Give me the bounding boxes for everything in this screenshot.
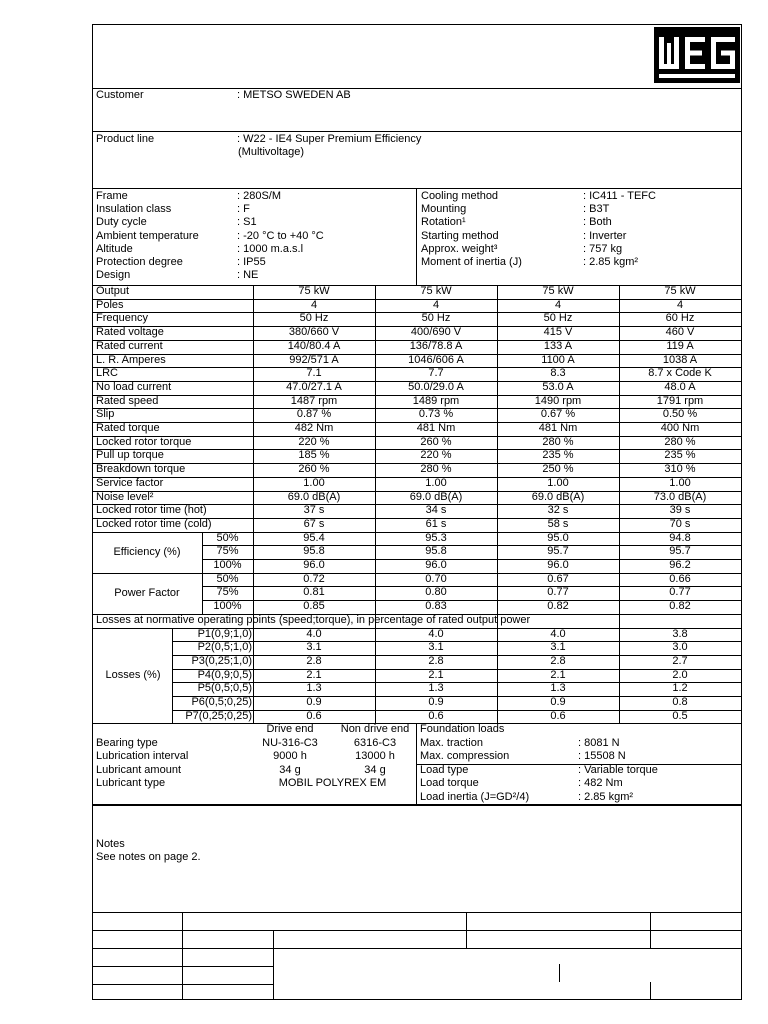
cell: 136/78.8 A <box>409 339 463 352</box>
row-label: Rated current <box>96 339 163 352</box>
loss-point: P6(0,5;0,25) <box>191 696 252 708</box>
row-label: Pull up torque <box>96 449 164 462</box>
cell: 481 Nm <box>416 422 456 434</box>
bearing-de: 34 g <box>279 763 301 776</box>
cell: 235 % <box>664 449 696 462</box>
cell: 2.1 <box>306 668 322 681</box>
cell: 1.00 <box>669 476 691 489</box>
cell: 0.81 <box>303 586 325 599</box>
weg-logo <box>654 27 740 83</box>
product-line-label: Product line <box>96 133 155 145</box>
non-drive-end-header: Non drive end <box>340 723 410 736</box>
load-label: Load type <box>420 763 469 776</box>
cell: 0.9 <box>428 696 444 708</box>
cell: 1489 rpm <box>412 394 460 407</box>
loss-point: P4(0,9;0,5) <box>197 668 252 681</box>
cell: 1487 rpm <box>290 394 338 407</box>
bearing-label: Bearing type <box>96 736 158 749</box>
cell: 69.0 dB(A) <box>287 490 341 503</box>
cell: 53.0 A <box>542 380 574 393</box>
cell: 1100 A <box>541 353 575 366</box>
cell: 3.1 <box>306 641 322 654</box>
loss-point: P2(0,5;1,0) <box>197 641 252 654</box>
cell: 75 kW <box>542 285 574 297</box>
cell: 220 % <box>420 449 452 462</box>
product-line-variant: (Multivoltage) <box>238 146 305 158</box>
cell: 482 Nm <box>294 422 334 434</box>
row-label: Rated voltage <box>96 326 164 339</box>
cell: 95.8 <box>425 545 447 558</box>
bearing-shared: MOBIL POLYREX EM <box>278 777 387 790</box>
row-label: L. R. Amperes <box>96 353 166 366</box>
load-value: : 2.85 kgm² <box>578 790 634 803</box>
load-value: : Variable torque <box>578 763 658 776</box>
row-label: Frequency <box>96 312 148 325</box>
cell: 0.77 <box>547 586 569 599</box>
bearing-label: Lubricant type <box>96 777 166 790</box>
cell: 0.87 % <box>296 408 332 421</box>
spec-label: Duty cycle <box>96 216 147 229</box>
cell: 0.8 <box>672 696 688 708</box>
drive-end-header: Drive end <box>266 723 314 736</box>
group-label: Losses (%) <box>105 668 161 681</box>
group-label: Power Factor <box>114 586 180 599</box>
cell: 8.3 <box>550 367 566 380</box>
spec-label: Rotation¹ <box>421 216 466 229</box>
cell: 47.0/27.1 A <box>286 380 342 393</box>
bearing-nde: 13000 h <box>355 750 395 763</box>
cell: 94.8 <box>669 531 691 544</box>
row-label: Locked rotor time (hot) <box>96 504 207 517</box>
cell: 96.2 <box>669 559 691 571</box>
cell: 280 % <box>420 463 452 476</box>
cell: 310 % <box>664 463 696 476</box>
cell: 96.0 <box>303 559 325 571</box>
cell: 2.8 <box>550 654 566 667</box>
spec-value: : F <box>237 203 250 216</box>
cell: 4.0 <box>306 627 322 640</box>
cell: 96.0 <box>547 559 569 571</box>
spec-label: Design <box>96 269 131 282</box>
cell: 4.0 <box>550 627 566 640</box>
spec-label: Frame <box>96 190 128 202</box>
cell: 7.1 <box>306 367 322 380</box>
spec-label: Ambient temperature <box>96 229 199 242</box>
sub-label: 50% <box>216 572 239 585</box>
sub-label: 75% <box>216 545 239 558</box>
loss-point: P7(0,25;0,25) <box>185 709 252 722</box>
spec-value: : 280S/M <box>237 190 282 202</box>
cell: 0.82 <box>547 600 569 613</box>
loss-point: P5(0,5;0,5) <box>197 682 252 695</box>
cell: 481 Nm <box>538 422 578 434</box>
cell: 260 % <box>420 435 452 448</box>
cell: 58 s <box>547 517 569 530</box>
row-label: Locked rotor torque <box>96 435 192 448</box>
notes-text: See notes on page 2. <box>96 851 201 863</box>
cell: 96.0 <box>425 559 447 571</box>
cell: 4 <box>554 298 562 311</box>
spec-value: : IP55 <box>237 256 266 268</box>
cell: 2.0 <box>672 668 688 681</box>
cell: 185 % <box>298 449 330 462</box>
cell: 992/571 A <box>289 353 339 366</box>
cell: 1046/606 A <box>408 353 464 366</box>
spec-value: : S1 <box>237 216 257 229</box>
spec-label: Insulation class <box>96 203 172 216</box>
customer-label: Customer <box>96 89 144 101</box>
cell: 50 Hz <box>543 312 573 325</box>
cell: 1.3 <box>428 682 444 695</box>
cell: 380/660 V <box>288 326 340 339</box>
loss-point: P3(0,25;1,0) <box>191 654 252 667</box>
bearing-nde: 34 g <box>364 763 386 776</box>
cell: 0.6 <box>428 709 444 722</box>
cell: 0.72 <box>303 572 325 585</box>
spec-value: : IC411 - TEFC <box>583 190 656 202</box>
cell: 3.1 <box>428 641 444 654</box>
cell: 0.77 <box>669 586 691 599</box>
cell: 2.8 <box>306 654 322 667</box>
cell: 0.83 <box>425 600 447 613</box>
spec-label: Cooling method <box>421 190 499 202</box>
cell: 67 s <box>303 517 325 530</box>
row-label: LRC <box>96 367 119 380</box>
cell: 3.1 <box>550 641 566 654</box>
cell: 0.5 <box>672 709 688 722</box>
cell: 50 Hz <box>421 312 451 325</box>
bearing-nde: 6316-C3 <box>353 736 397 749</box>
cell: 69.0 dB(A) <box>531 490 585 503</box>
row-label: Rated speed <box>96 394 159 407</box>
spec-value: : 757 kg <box>583 242 623 255</box>
load-label: Load inertia (J=GD²/4) <box>420 790 530 803</box>
row-label: Output <box>96 285 130 297</box>
row-label: Service factor <box>96 476 164 489</box>
spec-value: : 2.85 kgm² <box>583 256 639 268</box>
bearing-de: NU-316-C3 <box>262 736 318 749</box>
cell: 70 s <box>669 517 691 530</box>
cell: 32 s <box>547 504 569 517</box>
row-label: Slip <box>96 408 115 421</box>
sub-label: 100% <box>213 559 242 571</box>
bearing-de: 9000 h <box>273 750 307 763</box>
foundation-label: Max. traction <box>420 736 483 749</box>
cell: 280 % <box>542 435 574 448</box>
cell: 1.3 <box>306 682 322 695</box>
foundation-heading: Foundation loads <box>420 723 505 736</box>
cell: 34 s <box>425 504 447 517</box>
cell: 2.1 <box>428 668 444 681</box>
group-label: Efficiency (%) <box>113 545 181 558</box>
cell: 0.50 % <box>662 408 698 421</box>
cell: 0.67 <box>547 572 569 585</box>
cell: 48.0 A <box>664 380 696 393</box>
cell: 0.67 % <box>540 408 576 421</box>
foundation-value: : 8081 N <box>578 736 620 749</box>
customer-value: : METSO SWEDEN AB <box>237 89 351 101</box>
cell: 95.8 <box>303 545 325 558</box>
cell: 95.3 <box>425 531 447 544</box>
row-label: Breakdown torque <box>96 463 186 476</box>
cell: 0.66 <box>669 572 691 585</box>
cell: 3.0 <box>672 641 688 654</box>
cell: 0.70 <box>425 572 447 585</box>
cell: 2.7 <box>672 654 688 667</box>
sub-label: 75% <box>216 586 239 599</box>
cell: 50 Hz <box>299 312 329 325</box>
spec-value: : -20 °C to +40 °C <box>237 229 324 242</box>
cell: 4 <box>676 298 684 311</box>
cell: 4 <box>432 298 440 311</box>
cell: 0.6 <box>550 709 566 722</box>
cell: 60 Hz <box>665 312 695 325</box>
cell: 7.7 <box>428 367 444 380</box>
cell: 39 s <box>669 504 691 517</box>
losses-heading: Losses at normative operating points (speed;torque), in percentage of rated output power <box>96 613 531 626</box>
cell: 220 % <box>298 435 330 448</box>
cell: 0.80 <box>425 586 447 599</box>
cell: 75 kW <box>298 285 330 297</box>
foundation-label: Max. compression <box>420 750 510 763</box>
cell: 0.9 <box>306 696 322 708</box>
loss-point: P1(0,9;1,0) <box>197 627 252 640</box>
spec-label: Protection degree <box>96 256 183 268</box>
foundation-value: : 15508 N <box>578 750 626 763</box>
cell: 95.4 <box>303 531 325 544</box>
cell: 1.3 <box>550 682 566 695</box>
cell: 400 Nm <box>660 422 700 434</box>
spec-value: : NE <box>237 269 259 282</box>
cell: 1.00 <box>303 476 325 489</box>
cell: 1.00 <box>547 476 569 489</box>
cell: 61 s <box>425 517 447 530</box>
cell: 95.0 <box>547 531 569 544</box>
sub-label: 50% <box>216 531 239 544</box>
row-label: Noise level² <box>96 490 154 503</box>
cell: 0.9 <box>550 696 566 708</box>
cell: 0.85 <box>303 600 325 613</box>
cell: 280 % <box>664 435 696 448</box>
cell: 8.7 x Code K <box>648 367 712 380</box>
cell: 140/80.4 A <box>287 339 341 352</box>
cell: 400/690 V <box>410 326 462 339</box>
spec-label: Moment of inertia (J) <box>421 256 522 268</box>
cell: 119 A <box>666 339 694 352</box>
cell: 0.73 % <box>418 408 454 421</box>
row-label: No load current <box>96 380 172 393</box>
cell: 4.0 <box>428 627 444 640</box>
spec-label: Altitude <box>96 242 133 255</box>
row-label: Rated torque <box>96 422 160 434</box>
cell: 75 kW <box>664 285 696 297</box>
spec-label: Starting method <box>421 229 499 242</box>
cell: 4 <box>310 298 318 311</box>
cell: 73.0 dB(A) <box>653 490 707 503</box>
spec-value: : B3T <box>583 203 610 216</box>
cell: 1.2 <box>672 682 688 695</box>
spec-label: Mounting <box>421 203 467 216</box>
row-label: Poles <box>96 298 124 311</box>
cell: 95.7 <box>547 545 569 558</box>
cell: 2.8 <box>428 654 444 667</box>
cell: 1490 rpm <box>534 394 582 407</box>
spec-label: Approx. weight³ <box>421 242 498 255</box>
cell: 75 kW <box>420 285 452 297</box>
bearing-label: Lubrication interval <box>96 750 189 763</box>
cell: 69.0 dB(A) <box>409 490 463 503</box>
cell: 1791 rpm <box>656 394 704 407</box>
sub-label: 100% <box>213 600 242 613</box>
cell: 0.82 <box>669 600 691 613</box>
spec-value: : Inverter <box>583 229 627 242</box>
load-label: Load torque <box>420 777 479 790</box>
cell: 50.0/29.0 A <box>408 380 464 393</box>
cell: 260 % <box>298 463 330 476</box>
cell: 133 A <box>543 339 573 352</box>
product-line-value: : W22 - IE4 Super Premium Efficiency <box>237 133 422 145</box>
cell: 250 % <box>542 463 574 476</box>
load-value: : 482 Nm <box>578 777 623 790</box>
spec-value: : Both <box>583 216 612 229</box>
cell: 1038 A <box>662 353 698 366</box>
cell: 0.6 <box>306 709 322 722</box>
notes-title: Notes <box>96 838 125 850</box>
cell: 235 % <box>542 449 574 462</box>
cell: 1.00 <box>425 476 447 489</box>
cell: 2.1 <box>550 668 566 681</box>
cell: 3.8 <box>672 627 688 640</box>
spec-value: : 1000 m.a.s.l <box>237 242 304 255</box>
row-label: Locked rotor time (cold) <box>96 517 212 530</box>
cell: 460 V <box>665 326 695 339</box>
cell: 415 V <box>543 326 573 339</box>
cell: 37 s <box>303 504 325 517</box>
cell: 95.7 <box>669 545 691 558</box>
bearing-label: Lubricant amount <box>96 763 181 776</box>
